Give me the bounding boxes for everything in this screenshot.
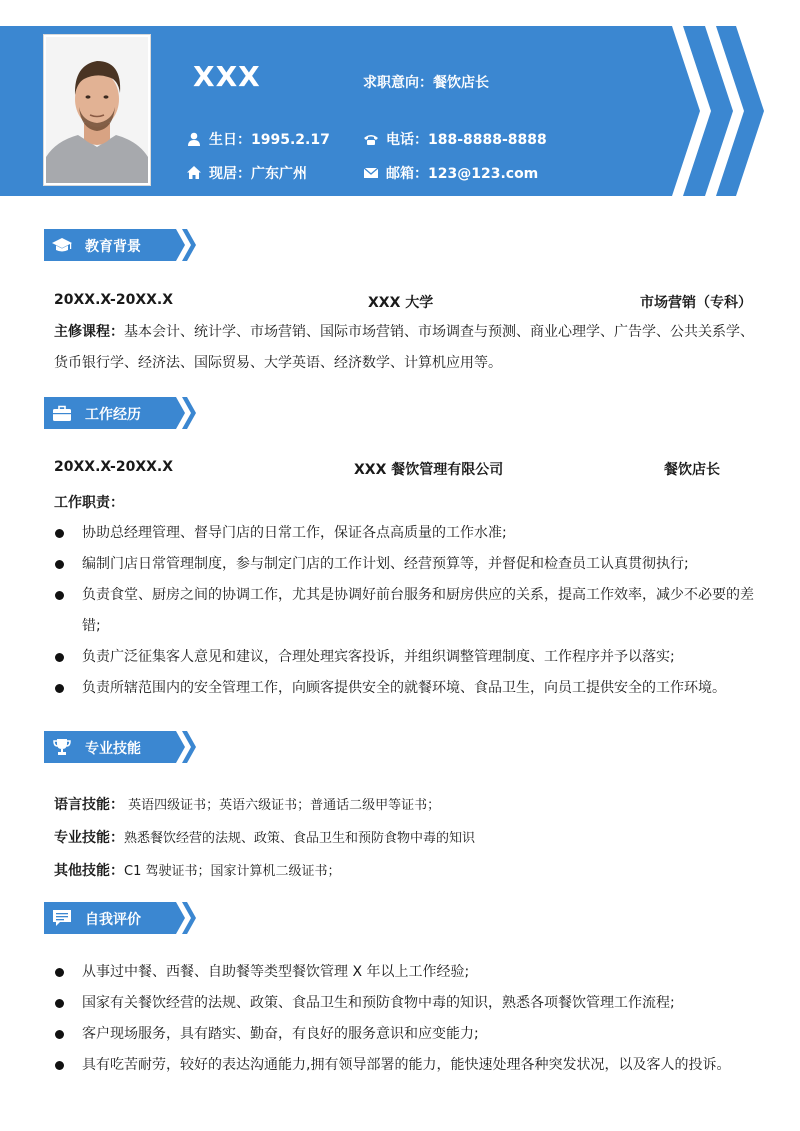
section-title-education (44, 229, 199, 261)
list-item: 协助总经理管理、督导门店的日常工作，保证各点高质量的工作水准; (54, 518, 754, 549)
section-title-text: 专业技能 (85, 741, 141, 757)
work-position: 餐饮店长 (664, 462, 720, 478)
graduation-cap-icon (52, 236, 72, 254)
list-item: 客户现场服务，具有踏实、勤奋，有良好的服务意识和应变能力; (54, 1019, 754, 1050)
phone-text: 电话：188-8888-8888 (386, 132, 547, 148)
list-item: 负责食堂、厨房之间的协调工作，尤其是协调好前台服务和厨房供应的关系，提高工作效率，减少不必要的差错; (54, 580, 754, 642)
work-period: 20XX.X-20XX.X (54, 459, 174, 475)
self-eval-list (54, 957, 754, 1081)
education-school: XXX 大学 (368, 295, 434, 311)
skill-other: 其他技能：C1 驾驶证书；国家计算机二级证书； (54, 863, 341, 879)
education-major: 市场营销（专科） (640, 295, 752, 311)
residence-info (186, 163, 307, 183)
person-icon (186, 131, 202, 147)
list-item: 具有吃苦耐劳，较好的表达沟通能力,拥有领导部署的能力，能快速处理各种突发状况，以及客人的投诉。 (54, 1050, 754, 1081)
education-period: 20XX.X-20XX.X (54, 292, 174, 308)
list-item: 负责广泛征集客人意见和建议，合理处理宾客投诉，并组织调整管理制度、工作程序并予以落实; (54, 642, 754, 673)
trophy-icon (52, 738, 72, 756)
section-title-text: 教育背景 (85, 239, 141, 255)
duties-label: 工作职责： (54, 495, 124, 511)
section-title-text: 自我评价 (85, 912, 141, 928)
job-intent: 求职意向：餐饮店长 (363, 75, 489, 91)
skill-language: 语言技能： 英语四级证书；英语六级证书；普通话二级甲等证书； (54, 797, 441, 813)
list-item: 负责所辖范围内的安全管理工作，向顾客提供安全的就餐环境、食品卫生，向员工提供安全的工作环境。 (54, 673, 754, 704)
section-title-self-eval (44, 902, 199, 934)
work-company: XXX 餐饮管理有限公司 (354, 462, 504, 478)
birthday-info (186, 129, 330, 149)
courses-text: 基本会计、统计学、市场营销、国际市场营销、市场调查与预测、商业心理学、广告学、公共关系学、货币银行学、经济法、国际贸易、大学英语、经济数学、计算机应用等。 (54, 324, 754, 371)
resume-header (0, 26, 800, 196)
list-item: 国家有关餐饮经营的法规、政策、食品卫生和预防食物中毒的知识，熟悉各项餐饮管理工作流程; (54, 988, 754, 1019)
skill-professional: 专业技能：熟悉餐饮经营的法规、政策、食品卫生和预防食物中毒的知识 (54, 830, 476, 846)
phone-info (363, 129, 547, 149)
section-title-text: 工作经历 (85, 407, 141, 423)
email-info (363, 163, 538, 183)
briefcase-icon (52, 404, 72, 422)
phone-icon (363, 131, 379, 147)
list-item: 从事过中餐、西餐、自助餐等类型餐饮管理 X 年以上工作经验; (54, 957, 754, 988)
courses-label: 主修课程： (54, 324, 124, 340)
residence-text: 现居：广东广州 (209, 166, 307, 182)
section-title-skills (44, 731, 199, 763)
profile-photo (43, 34, 151, 186)
envelope-icon (363, 165, 379, 181)
email-text: 邮箱：123@123.com (386, 166, 539, 182)
birthday-text: 生日：1995.2.17 (209, 132, 330, 148)
home-icon (186, 165, 202, 181)
candidate-name: XXX (193, 60, 261, 93)
section-title-work (44, 397, 199, 429)
list-item: 编制门店日常管理制度，参与制定门店的工作计划、经营预算等，并督促和检查员工认真贯彻执行; (54, 549, 754, 580)
education-courses (54, 317, 754, 379)
work-duties-list (54, 518, 754, 704)
chat-bubble-icon (52, 909, 72, 927)
